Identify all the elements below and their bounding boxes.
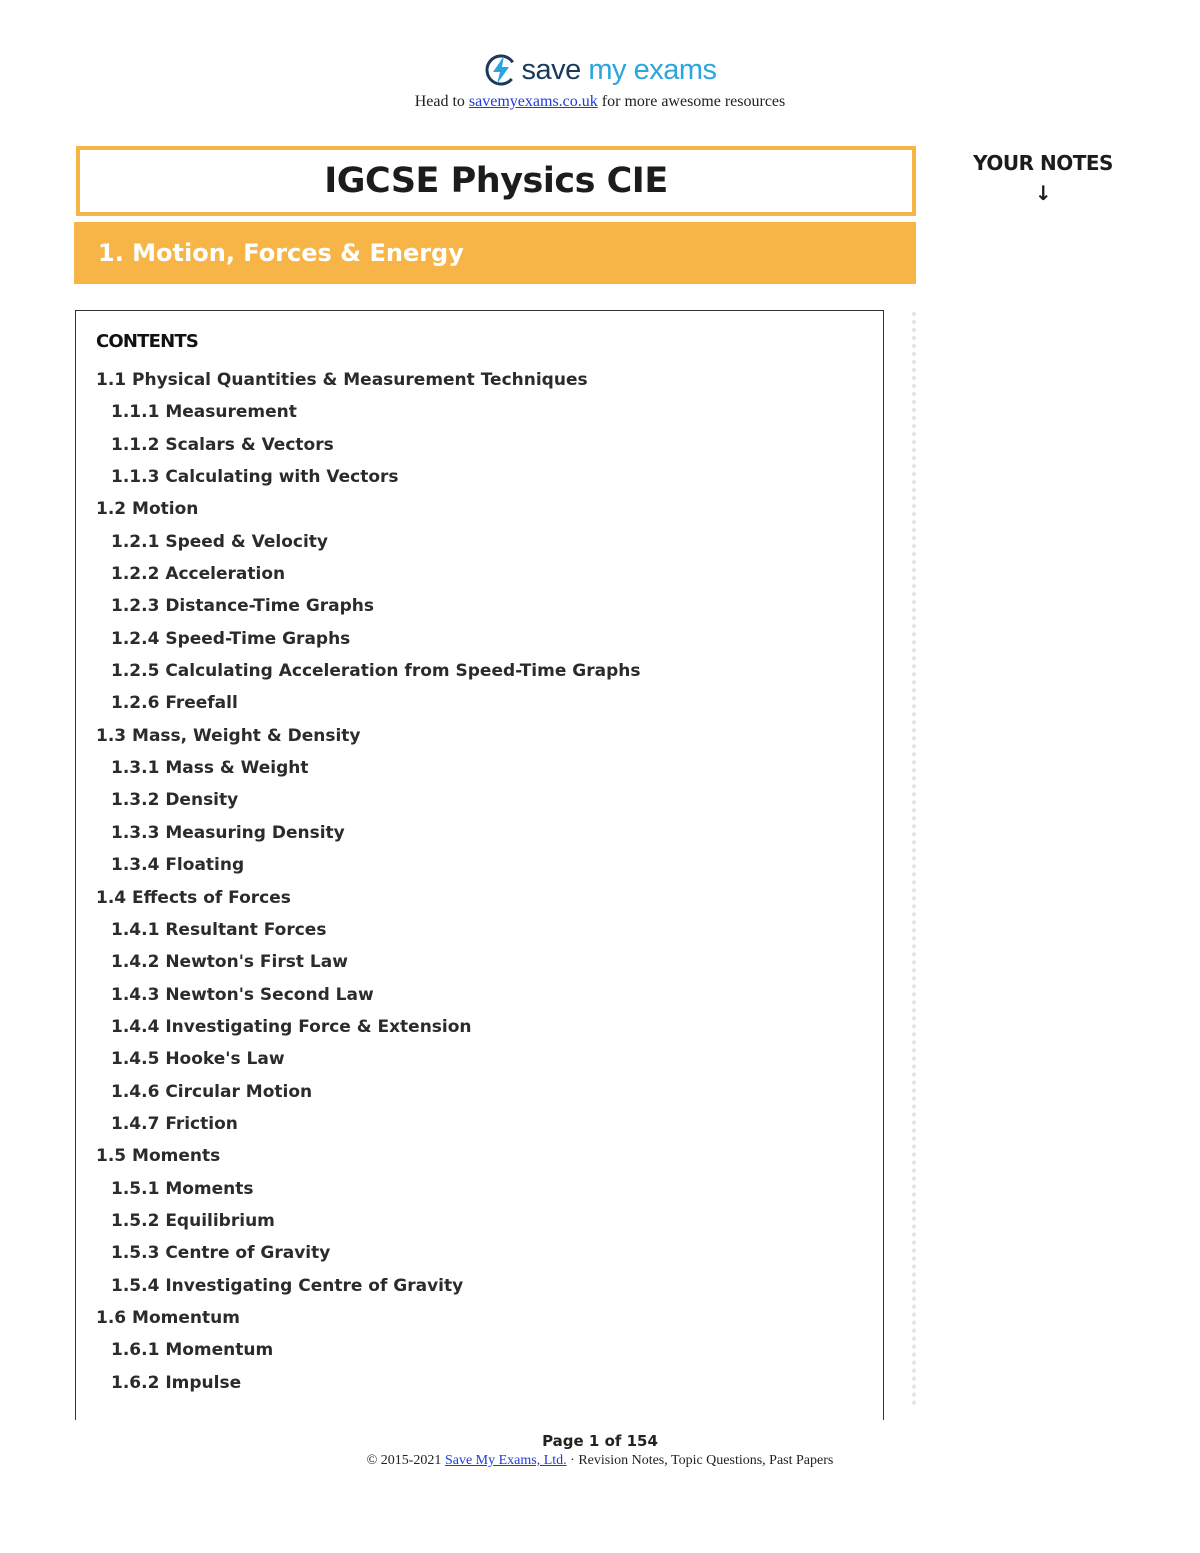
- contents-subtopic[interactable]: 1.5.4 Investigating Centre of Gravity: [111, 1275, 464, 1296]
- contents-subtopic[interactable]: 1.6.1 Momentum: [111, 1340, 274, 1361]
- page-number: Page 1 of 154: [542, 1432, 658, 1450]
- your-notes-label: [960, 148, 1126, 208]
- your-notes-text: YOUR NOTES: [973, 151, 1113, 175]
- contents-topic[interactable]: 1.2 Motion: [96, 499, 199, 520]
- contents-subtopic[interactable]: 1.4.3 Newton's Second Law: [111, 984, 374, 1005]
- notes-divider: [912, 312, 916, 1406]
- lightning-bolt-icon: [484, 53, 518, 87]
- copyright-suffix: · Revision Notes, Topic Questions, Past Papers: [566, 1453, 834, 1468]
- header-tagline: [0, 93, 1200, 111]
- contents-topic[interactable]: 1.5 Moments: [96, 1146, 221, 1167]
- contents-list: [96, 364, 641, 1399]
- logo-word-exams: exams: [633, 53, 717, 86]
- contents-subtopic[interactable]: 1.5.2 Equilibrium: [111, 1210, 275, 1231]
- tagline-suffix: for more awesome resources: [597, 93, 786, 110]
- page-header: [0, 50, 1200, 111]
- logo-word-save: save: [521, 53, 581, 86]
- contents-subtopic[interactable]: 1.2.5 Calculating Acceleration from Speed-Time Graphs: [111, 661, 641, 682]
- contents-subtopic[interactable]: 1.6.2 Impulse: [111, 1372, 242, 1393]
- contents-subtopic[interactable]: 1.1.3 Calculating with Vectors: [111, 467, 399, 488]
- down-arrow-icon: ↓: [1034, 181, 1052, 205]
- copyright-line: [0, 1453, 1200, 1469]
- contents-subtopic[interactable]: 1.4.2 Newton's First Law: [111, 952, 348, 973]
- copyright-prefix: © 2015-2021: [366, 1453, 445, 1468]
- contents-subtopic[interactable]: 1.3.2 Density: [111, 790, 239, 811]
- contents-subtopic[interactable]: 1.3.3 Measuring Density: [111, 822, 345, 843]
- contents-subtopic[interactable]: 1.2.1 Speed & Velocity: [111, 531, 328, 552]
- contents-topic[interactable]: 1.3 Mass, Weight & Density: [96, 725, 361, 746]
- tagline-prefix: Head to: [414, 93, 469, 110]
- contents-subtopic[interactable]: 1.4.1 Resultant Forces: [111, 919, 327, 940]
- contents-subtopic[interactable]: 1.4.4 Investigating Force & Extension: [111, 1016, 472, 1037]
- contents-heading: CONTENTS: [96, 331, 199, 352]
- contents-subtopic[interactable]: 1.4.5 Hooke's Law: [111, 1049, 285, 1070]
- contents-subtopic[interactable]: 1.2.6 Freefall: [111, 693, 238, 714]
- contents-subtopic[interactable]: 1.1.1 Measurement: [111, 402, 297, 423]
- contents-box: [75, 310, 884, 1420]
- document-title: IGCSE Physics CIE: [324, 161, 668, 201]
- contents-subtopic[interactable]: 1.3.1 Mass & Weight: [111, 758, 309, 779]
- save-my-exams-logo[interactable]: [484, 50, 717, 90]
- document-title-box: [76, 146, 916, 216]
- contents-subtopic[interactable]: 1.2.4 Speed-Time Graphs: [111, 628, 351, 649]
- contents-subtopic[interactable]: 1.2.2 Acceleration: [111, 564, 286, 585]
- logo-word-my: my: [588, 53, 626, 86]
- contents-topic[interactable]: 1.4 Effects of Forces: [96, 887, 291, 908]
- website-link[interactable]: savemyexams.co.uk: [468, 93, 598, 110]
- contents-subtopic[interactable]: 1.2.3 Distance-Time Graphs: [111, 596, 375, 617]
- section-title: 1. Motion, Forces & Energy: [98, 239, 464, 267]
- section-banner: [74, 222, 916, 284]
- page-footer: [0, 1432, 1200, 1469]
- contents-subtopic[interactable]: 1.1.2 Scalars & Vectors: [111, 434, 334, 455]
- contents-subtopic[interactable]: 1.5.1 Moments: [111, 1178, 254, 1199]
- contents-subtopic[interactable]: 1.4.6 Circular Motion: [111, 1081, 313, 1102]
- contents-topic[interactable]: 1.1 Physical Quantities & Measurement Techniques: [96, 370, 588, 390]
- contents-topic[interactable]: 1.6 Momentum: [96, 1307, 240, 1328]
- contents-subtopic[interactable]: 1.3.4 Floating: [111, 855, 245, 876]
- contents-subtopic[interactable]: 1.4.7 Friction: [111, 1113, 238, 1134]
- save-my-exams-link[interactable]: Save My Exams, Ltd.: [444, 1453, 567, 1468]
- contents-subtopic[interactable]: 1.5.3 Centre of Gravity: [111, 1243, 331, 1264]
